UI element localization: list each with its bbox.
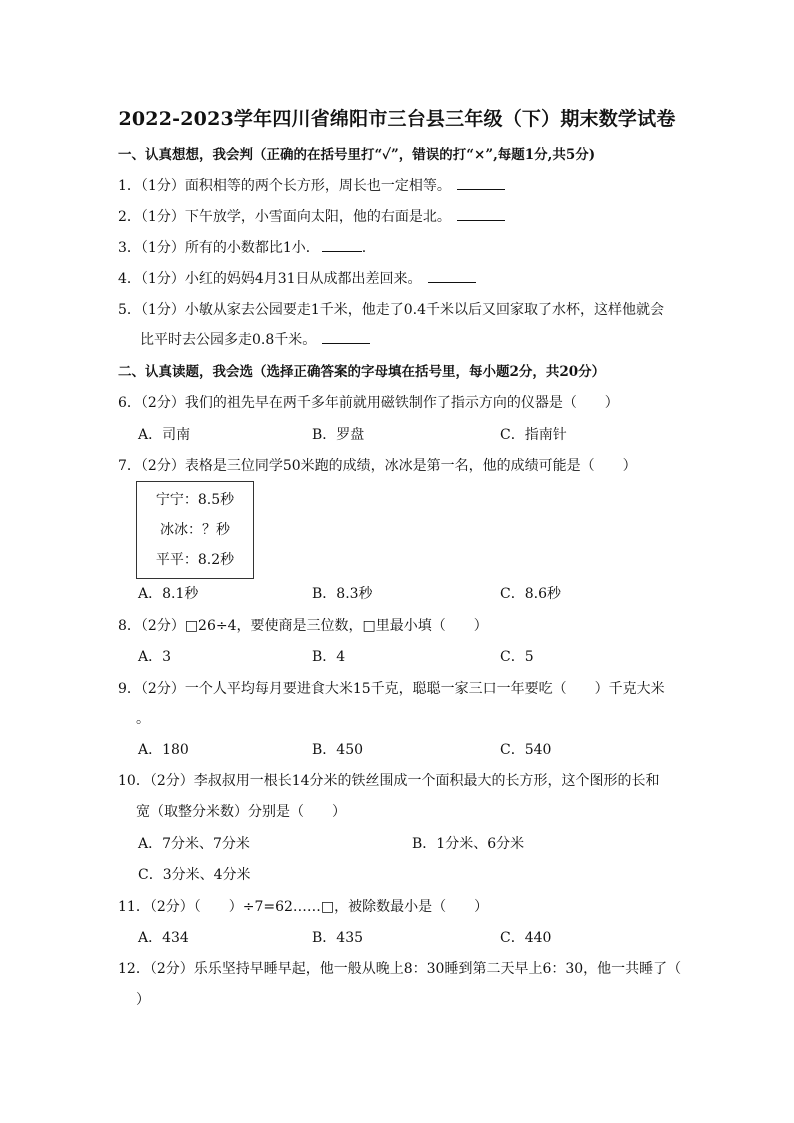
question-3 bbox=[118, 238, 366, 258]
question-5 bbox=[140, 330, 370, 350]
question-5-line-1: 5．（1分）小敏从家去公园要走1千米，他走了0.4千米以后又回家取了水杯，这样他就会 bbox=[118, 302, 664, 318]
question-11-option-b[interactable]: B．435 bbox=[312, 930, 364, 946]
question-10-option-b[interactable]: B．1分米、6分米 bbox=[412, 836, 525, 852]
question-12-line-1: 12．（2分）乐乐坚持早睡早起，他一般从晚上8：30睡到第二天早上6：30，他一共睡了（ bbox=[118, 961, 682, 977]
section-2-heading: 二、认真读题，我会选（选择正确答案的字母填在括号里，每小题2分，共20分） bbox=[118, 364, 606, 380]
score-row-pingping: 平平：8.2秒 bbox=[155, 552, 235, 568]
score-table bbox=[136, 481, 254, 579]
question-9-line-2: 。 bbox=[136, 711, 150, 727]
question-1 bbox=[118, 176, 505, 196]
answer-blank[interactable] bbox=[457, 208, 505, 221]
question-4 bbox=[118, 269, 476, 289]
question-7-option-b[interactable]: B．8.3秒 bbox=[312, 586, 373, 602]
answer-blank[interactable] bbox=[322, 239, 362, 252]
score-row-ningning: 宁宁：8.5秒 bbox=[155, 492, 235, 508]
question-10-option-c[interactable]: C．3分米、4分米 bbox=[138, 867, 251, 883]
question-8-option-a[interactable]: A．3 bbox=[138, 649, 172, 665]
question-6: 6．（2分）我们的祖先早在两千多年前就用磁铁制作了指示方向的仪器是（ ） bbox=[118, 395, 619, 411]
answer-blank[interactable] bbox=[428, 270, 476, 283]
question-6-option-c[interactable]: C．指南针 bbox=[500, 427, 567, 443]
question-9-line-1: 9．（2分）一个人平均每月要进食大米15千克，聪聪一家三口一年要吃（ ）千克大米 bbox=[118, 681, 665, 697]
question-10-line-2: 宽（取整分米数）分别是（ ） bbox=[136, 804, 346, 820]
question-7-option-a[interactable]: A．8.1秒 bbox=[138, 586, 199, 602]
question-11-option-a[interactable]: A．434 bbox=[138, 930, 189, 946]
question-11-option-c[interactable]: C．440 bbox=[500, 930, 552, 946]
question-3-period: . bbox=[361, 240, 367, 256]
question-7: 7．（2分）表格是三位同学50米跑的成绩，冰冰是第一名，他的成绩可能是（ ） bbox=[118, 458, 637, 474]
question-8-option-c[interactable]: C．5 bbox=[500, 649, 534, 665]
question-12-line-2: ） bbox=[136, 992, 150, 1008]
question-1-text: 1．（1分）面积相等的两个长方形，周长也一定相等。 bbox=[118, 178, 451, 194]
question-9-option-b[interactable]: B．450 bbox=[312, 742, 364, 758]
exam-title: 2022-2023学年四川省绵阳市三台县三年级（下）期末数学试卷 bbox=[118, 108, 676, 130]
question-11: 11．（2分）（ ）÷7=62……□，被除数最小是（ ） bbox=[118, 899, 489, 915]
answer-blank[interactable] bbox=[457, 177, 505, 190]
question-9-option-c[interactable]: C．540 bbox=[500, 742, 552, 758]
question-6-option-a[interactable]: A．司南 bbox=[138, 427, 191, 443]
question-8-option-b[interactable]: B．4 bbox=[312, 649, 346, 665]
question-10-line-1: 10．（2分）李叔叔用一根长14分米的铁丝围成一个面积最大的长方形，这个图形的长和 bbox=[118, 773, 660, 789]
answer-blank[interactable] bbox=[322, 331, 370, 344]
question-2-text: 2．（1分）下午放学，小雪面向太阳，他的右面是北。 bbox=[118, 209, 451, 225]
question-10-option-a[interactable]: A．7分米、7分米 bbox=[138, 836, 250, 852]
question-8: 8．（2分）□26÷4，要使商是三位数，□里最小填（ ） bbox=[118, 618, 488, 634]
question-6-option-b[interactable]: B．罗盘 bbox=[312, 427, 365, 443]
question-2 bbox=[118, 207, 505, 227]
section-1-heading: 一、认真想想，我会判（正确的在括号里打“✓”，错误的打“×”,每题1分,共5分) bbox=[118, 147, 596, 163]
question-4-text: 4．（1分）小红的妈妈4月31日从成都出差回来。 bbox=[118, 271, 422, 287]
score-row-bingbing: 冰冰：？秒 bbox=[160, 522, 230, 538]
question-5-line-2: 比平时去公园多走0.8千米。 bbox=[140, 332, 317, 348]
question-9-option-a[interactable]: A．180 bbox=[138, 742, 189, 758]
question-7-option-c[interactable]: C．8.6秒 bbox=[500, 586, 561, 602]
question-3-text: 3．（1分）所有的小数都比1小． bbox=[118, 240, 320, 256]
